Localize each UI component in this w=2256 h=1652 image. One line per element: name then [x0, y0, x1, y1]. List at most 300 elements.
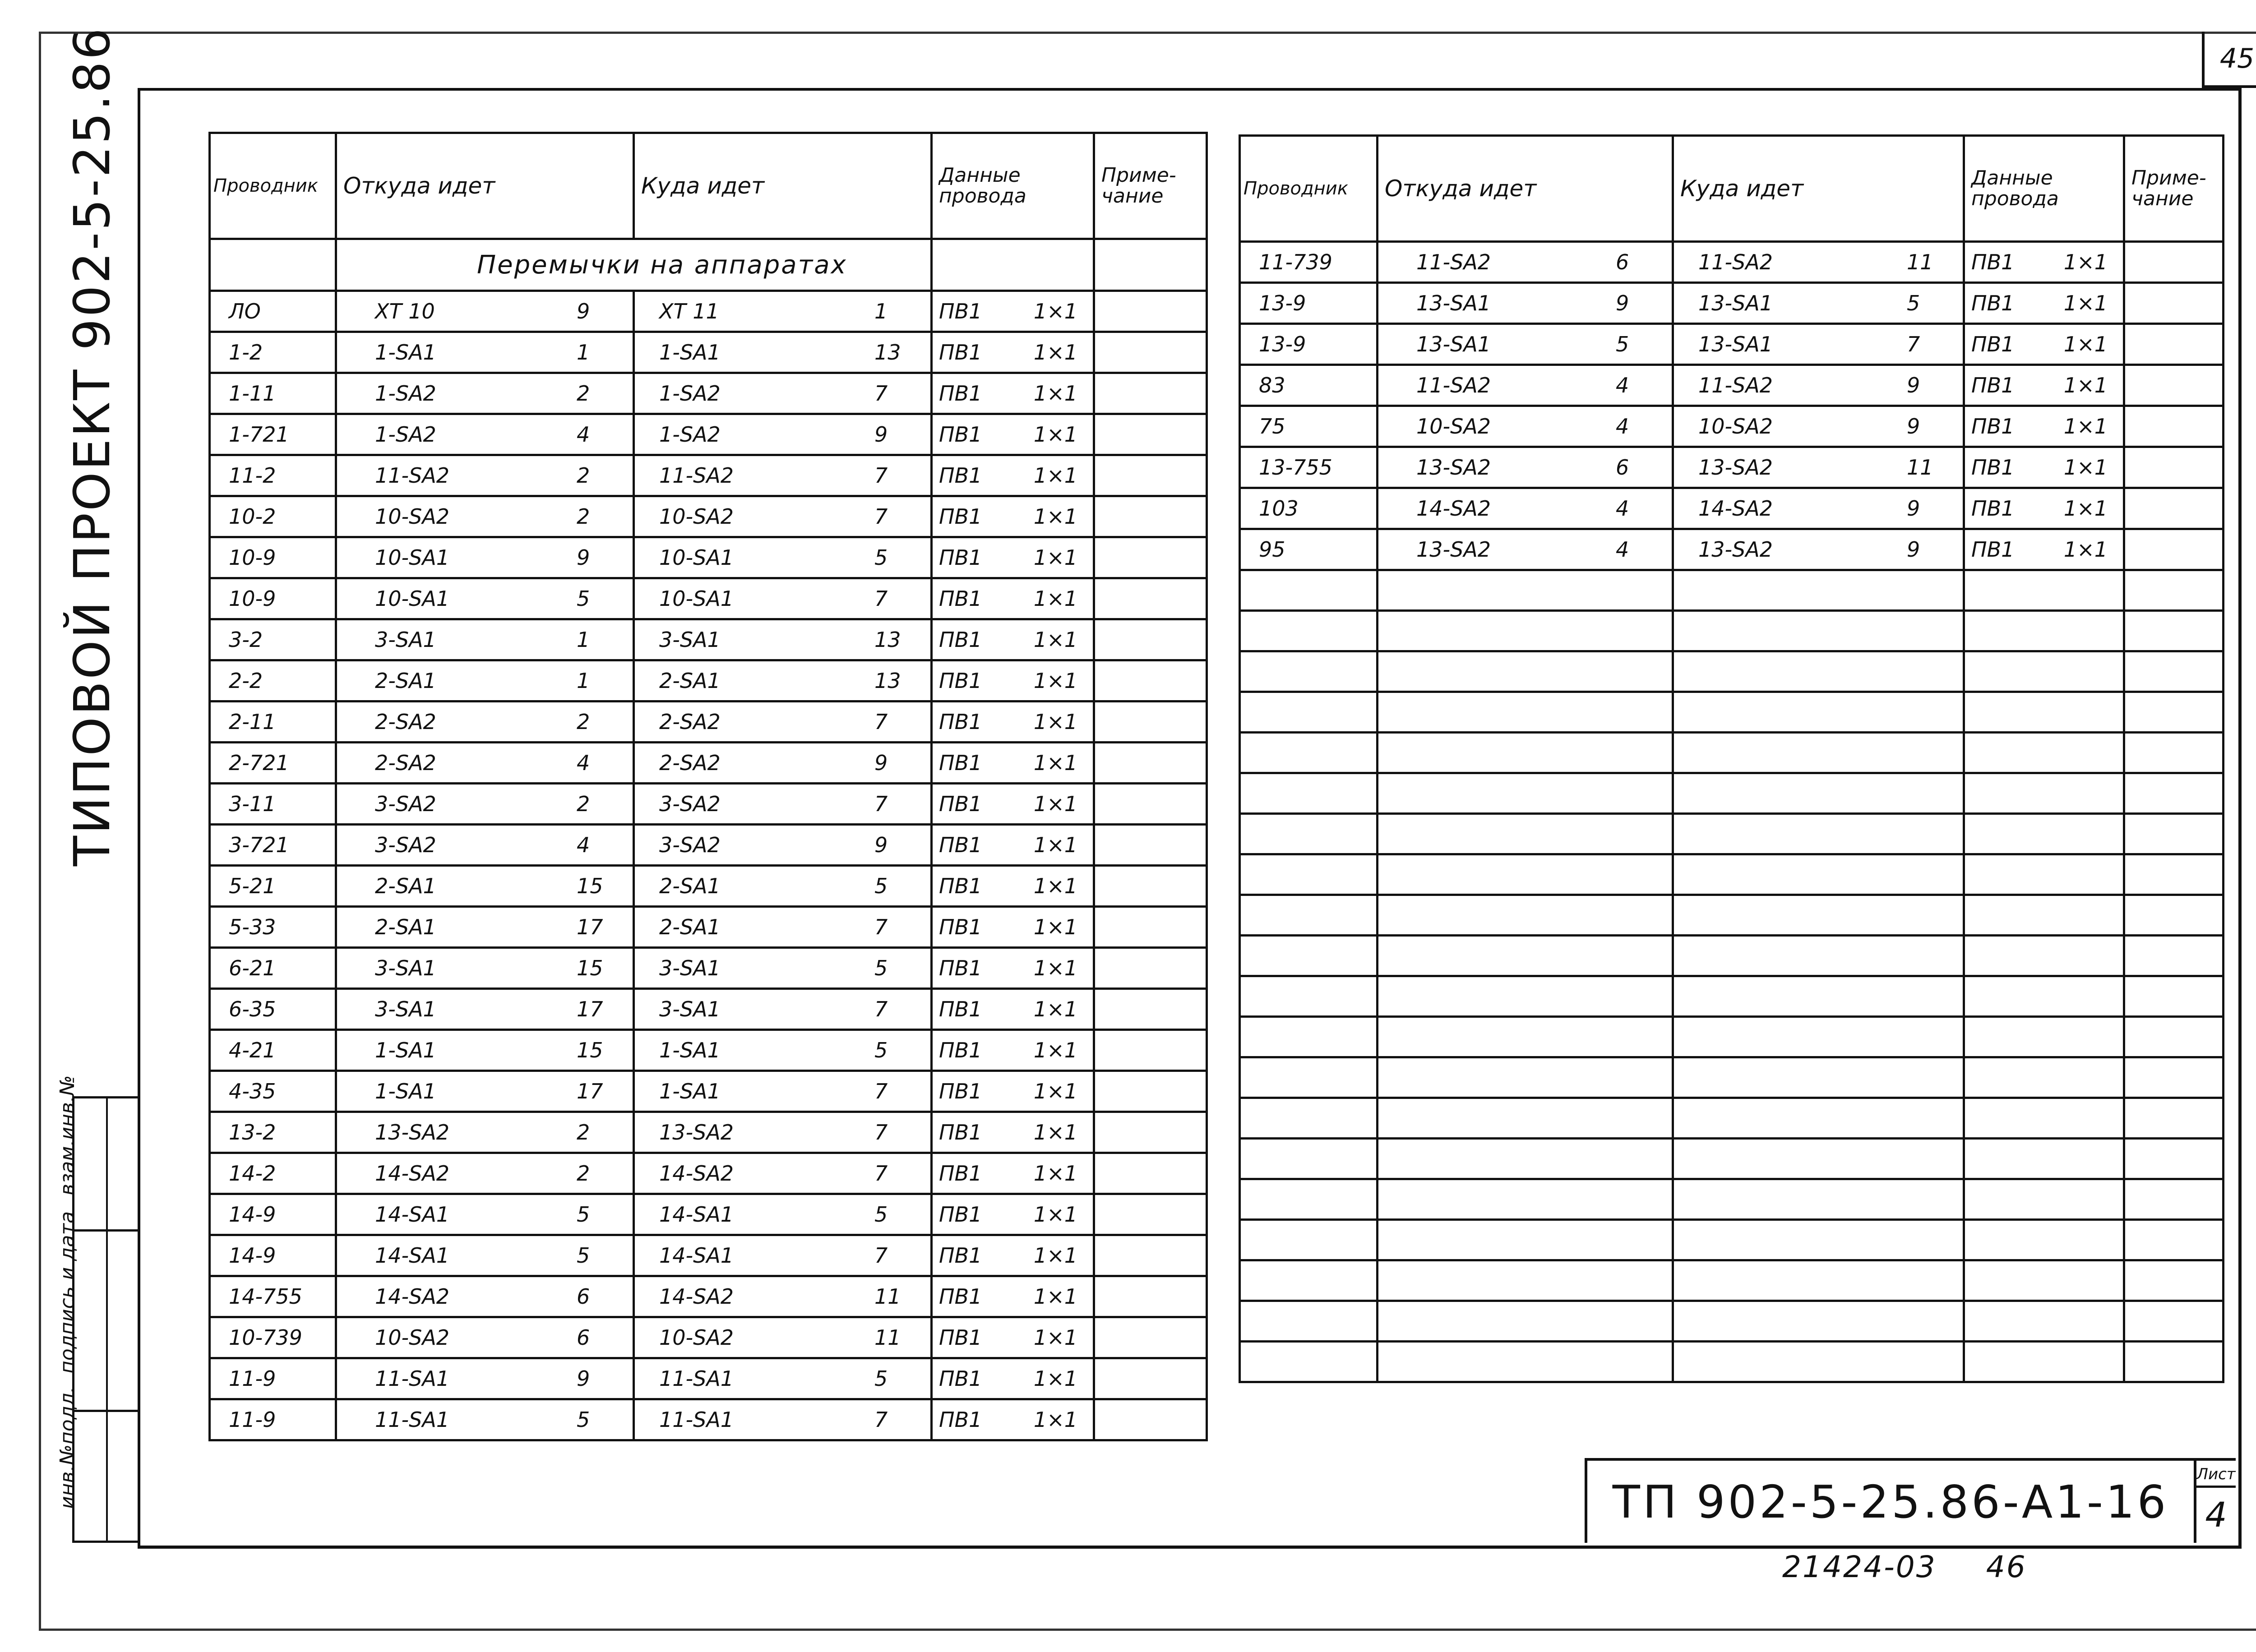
empty-cell [1964, 1301, 2124, 1342]
wire-size: 1×1 [1033, 340, 1077, 365]
from-terminal [1385, 291, 1665, 315]
wire-size: 1×1 [2063, 291, 2108, 315]
wire-spec [939, 1366, 1086, 1391]
empty-cell [1378, 936, 1673, 976]
empty-cell [1240, 1098, 1378, 1139]
empty-cell [1378, 976, 1673, 1017]
empty-cell [2124, 1017, 2224, 1057]
wire-size: 1×1 [1033, 751, 1077, 775]
to-pin: 9 [1907, 373, 1920, 397]
from-device: 13-SA2 [1416, 537, 1491, 562]
from-pin: 6 [1616, 250, 1629, 274]
wire-spec [939, 1079, 1086, 1103]
to-terminal [641, 504, 924, 529]
cell-note [1094, 496, 1207, 537]
table-row [210, 1153, 1207, 1194]
to-device: 13-SA1 [1698, 291, 1773, 315]
cell-wire-data [932, 1194, 1094, 1235]
table-row [210, 578, 1207, 619]
from-device: 14-SA2 [375, 1161, 450, 1186]
from-pin: 6 [577, 1325, 590, 1350]
empty-row [1240, 570, 2224, 611]
cell-wire-data [932, 701, 1094, 743]
empty-cell [1378, 611, 1673, 651]
title-block-designation: ТП 902-5-25.86-А1-16 [1585, 1458, 2194, 1543]
table-row [210, 701, 1207, 743]
wire-type: ПВ1 [939, 833, 982, 857]
cell-wire-data [1964, 406, 2124, 447]
cell-to [634, 743, 932, 784]
left-section-blank-2 [932, 239, 1094, 291]
from-terminal [343, 1407, 626, 1432]
cell-conductor: 11-9 [210, 1399, 336, 1440]
to-device: 2-SA1 [659, 915, 721, 939]
to-device: 3-SA1 [659, 628, 721, 652]
wire-spec [1971, 373, 2117, 397]
inventory-page: 46 [1986, 1550, 2027, 1584]
from-device: 11-SA2 [375, 463, 450, 488]
wire-spec [939, 874, 1086, 898]
wire-type: ПВ1 [939, 299, 982, 323]
from-terminal [1385, 414, 1665, 438]
from-terminal [343, 710, 626, 734]
from-terminal [343, 1079, 626, 1103]
from-terminal [343, 1284, 626, 1309]
wire-type: ПВ1 [1971, 537, 2015, 562]
cell-note [1094, 1153, 1207, 1194]
inventory-code: 21424-03 [1782, 1550, 1937, 1584]
wire-type: ПВ1 [939, 1284, 982, 1309]
empty-cell [1673, 854, 1964, 895]
to-pin: 7 [874, 1407, 888, 1432]
empty-cell [2124, 1260, 2224, 1301]
empty-cell [1378, 895, 1673, 936]
from-device: 10-SA2 [375, 1325, 450, 1350]
wire-type: ПВ1 [939, 381, 982, 406]
cell-to [634, 619, 932, 660]
empty-cell [1378, 733, 1673, 773]
right-wiring-table [1239, 134, 2224, 1383]
from-pin: 1 [577, 340, 590, 365]
left-table-body [210, 291, 1207, 1440]
right-header-wire-data: Данные провода [1964, 136, 2124, 242]
cell-wire-data [932, 1358, 1094, 1399]
from-pin: 5 [577, 1243, 590, 1268]
wire-spec [939, 545, 1086, 570]
from-pin: 2 [577, 504, 590, 529]
cell-to [1673, 283, 1964, 324]
wire-type: ПВ1 [939, 751, 982, 775]
from-pin: 4 [577, 751, 590, 775]
wire-spec [939, 1407, 1086, 1432]
empty-cell [1964, 895, 2124, 936]
empty-cell [1240, 976, 1378, 1017]
table-row [1240, 283, 2224, 324]
cell-to [1673, 365, 1964, 406]
empty-cell [1964, 936, 2124, 976]
left-header-from: Откуда идет [336, 133, 634, 239]
cell-note [1094, 291, 1207, 332]
empty-cell [1378, 651, 1673, 692]
cell-to [634, 1112, 932, 1153]
from-terminal [343, 299, 626, 323]
cell-conductor: 14-755 [210, 1276, 336, 1317]
cell-conductor: 3-2 [210, 619, 336, 660]
margin-stamp [56, 1075, 140, 1543]
empty-row [1240, 936, 2224, 976]
cell-from [1378, 488, 1673, 529]
from-device: 1-SA2 [375, 422, 436, 447]
cell-from [1378, 324, 1673, 365]
to-device: XT 11 [659, 299, 719, 323]
to-device: 3-SA2 [659, 833, 721, 857]
from-terminal [343, 997, 626, 1021]
to-terminal [1680, 291, 1956, 315]
empty-cell [1240, 611, 1378, 651]
to-device: 14-SA2 [1698, 496, 1773, 521]
wire-size: 1×1 [2063, 414, 2108, 438]
table-row [210, 1235, 1207, 1276]
left-section-blank-3 [1094, 239, 1207, 291]
from-device: 3-SA1 [375, 997, 436, 1021]
empty-cell [1378, 692, 1673, 733]
to-device: 2-SA2 [659, 710, 721, 734]
empty-cell [2124, 570, 2224, 611]
empty-cell [1964, 814, 2124, 854]
empty-cell [1964, 1139, 2124, 1179]
cell-from [336, 1071, 634, 1112]
cell-wire-data [932, 1112, 1094, 1153]
wire-size: 1×1 [1033, 1243, 1077, 1268]
wire-spec [939, 1161, 1086, 1186]
cell-conductor: 11-739 [1240, 242, 1378, 283]
table-row [210, 496, 1207, 537]
cell-wire-data [932, 989, 1094, 1030]
cell-wire-data [932, 332, 1094, 373]
cell-wire-data [932, 1317, 1094, 1358]
cell-conductor: 1-721 [210, 414, 336, 455]
cell-note [1094, 1317, 1207, 1358]
table-row [210, 1030, 1207, 1071]
cell-conductor: 2-11 [210, 701, 336, 743]
from-device: 3-SA2 [375, 792, 436, 816]
from-device: XT 10 [375, 299, 435, 323]
empty-cell [2124, 936, 2224, 976]
sheet-number: 4 [2205, 1495, 2227, 1535]
from-terminal [1385, 496, 1665, 521]
from-device: 13-SA2 [1416, 455, 1491, 480]
stamp-inventory-label: инв.№подл. [56, 1386, 79, 1509]
wire-spec [939, 1202, 1086, 1227]
wire-size: 1×1 [1033, 1325, 1077, 1350]
to-terminal [641, 669, 924, 693]
cell-conductor: 3-11 [210, 784, 336, 825]
to-terminal [641, 710, 924, 734]
cell-conductor: 13-9 [1240, 324, 1378, 365]
to-device: 14-SA2 [659, 1284, 734, 1309]
to-device: 11-SA1 [659, 1407, 734, 1432]
from-pin: 1 [577, 628, 590, 652]
from-device: 10-SA2 [1416, 414, 1491, 438]
cell-conductor: 83 [1240, 365, 1378, 406]
table-row [210, 291, 1207, 332]
wire-spec [939, 1284, 1086, 1309]
cell-note [1094, 784, 1207, 825]
from-terminal [1385, 250, 1665, 274]
to-terminal [641, 463, 924, 488]
cell-from [336, 907, 634, 948]
to-pin: 7 [874, 1079, 888, 1103]
cell-wire-data [932, 455, 1094, 496]
cell-from [336, 1194, 634, 1235]
from-pin: 17 [577, 915, 603, 939]
to-pin: 13 [874, 669, 901, 693]
from-device: 10-SA2 [375, 504, 450, 529]
wire-type: ПВ1 [939, 1325, 982, 1350]
empty-cell [2124, 611, 2224, 651]
wire-spec [1971, 291, 2117, 315]
empty-cell [1673, 895, 1964, 936]
empty-cell [1240, 1179, 1378, 1220]
cell-wire-data [932, 784, 1094, 825]
cell-conductor: 1-11 [210, 373, 336, 414]
empty-cell [1378, 1139, 1673, 1179]
table-row [210, 1194, 1207, 1235]
from-device: 14-SA2 [1416, 496, 1491, 521]
to-pin: 11 [1907, 250, 1933, 274]
to-device: 13-SA2 [1698, 537, 1773, 562]
empty-cell [1378, 1342, 1673, 1382]
cell-conductor: 6-35 [210, 989, 336, 1030]
wire-type: ПВ1 [939, 463, 982, 488]
cell-conductor: 5-21 [210, 866, 336, 907]
to-pin: 1 [874, 299, 888, 323]
to-terminal [641, 1284, 924, 1309]
wire-type: ПВ1 [939, 1120, 982, 1144]
cell-from [336, 825, 634, 866]
empty-cell [1240, 733, 1378, 773]
cell-note [2124, 324, 2224, 365]
cell-from [336, 743, 634, 784]
cell-to [634, 414, 932, 455]
stamp-cell-signature [56, 1211, 138, 1410]
from-pin: 17 [577, 997, 603, 1021]
stamp-cell-replaced [56, 1075, 138, 1232]
to-terminal [1680, 537, 1956, 562]
to-device: 13-SA2 [1698, 455, 1773, 480]
to-pin: 9 [1907, 537, 1920, 562]
from-pin: 2 [577, 792, 590, 816]
to-terminal [641, 1120, 924, 1144]
from-pin: 4 [1616, 537, 1629, 562]
from-terminal [343, 628, 626, 652]
cell-to [634, 866, 932, 907]
cell-from [1378, 242, 1673, 283]
empty-cell [2124, 692, 2224, 733]
to-terminal [641, 1079, 924, 1103]
empty-cell [1964, 976, 2124, 1017]
to-terminal [641, 874, 924, 898]
cell-to [634, 825, 932, 866]
wire-type: ПВ1 [1971, 250, 2015, 274]
empty-cell [1378, 854, 1673, 895]
wire-size: 1×1 [2063, 455, 2108, 480]
cell-conductor: 3-721 [210, 825, 336, 866]
to-terminal [1680, 414, 1956, 438]
empty-cell [1673, 773, 1964, 814]
cell-note [1094, 1276, 1207, 1317]
empty-cell [1964, 692, 2124, 733]
from-device: 2-SA2 [375, 710, 436, 734]
from-pin: 4 [577, 422, 590, 447]
to-pin: 9 [874, 751, 888, 775]
table-row [1240, 242, 2224, 283]
cell-wire-data [932, 1235, 1094, 1276]
wire-size: 1×1 [1033, 1284, 1077, 1309]
cell-wire-data [932, 1071, 1094, 1112]
wire-size: 1×1 [1033, 504, 1077, 529]
table-row [210, 1358, 1207, 1399]
cell-note [1094, 1235, 1207, 1276]
wire-type: ПВ1 [939, 545, 982, 570]
cell-wire-data [932, 1399, 1094, 1440]
wire-type: ПВ1 [939, 422, 982, 447]
cell-note [1094, 1071, 1207, 1112]
from-terminal [343, 545, 626, 570]
empty-cell [1964, 1057, 2124, 1098]
cell-note [1094, 743, 1207, 784]
cell-wire-data [932, 496, 1094, 537]
cell-from [1378, 365, 1673, 406]
cell-conductor: 1-2 [210, 332, 336, 373]
wire-type: ПВ1 [939, 997, 982, 1021]
title-block-sheet [2194, 1458, 2236, 1543]
to-terminal [641, 340, 924, 365]
cell-note [1094, 989, 1207, 1030]
cell-note [2124, 365, 2224, 406]
from-terminal [343, 956, 626, 980]
empty-cell [1673, 1260, 1964, 1301]
cell-conductor: 4-35 [210, 1071, 336, 1112]
cell-conductor: 10-9 [210, 578, 336, 619]
from-device: 14-SA1 [375, 1202, 450, 1227]
to-terminal [641, 586, 924, 611]
wire-size: 1×1 [1033, 997, 1077, 1021]
cell-from [336, 578, 634, 619]
cell-note [2124, 488, 2224, 529]
from-device: 10-SA1 [375, 545, 450, 570]
cell-conductor: 2-2 [210, 660, 336, 701]
from-pin: 15 [577, 1038, 603, 1062]
table-row [1240, 529, 2224, 570]
from-pin: 9 [577, 1366, 590, 1391]
wire-size: 1×1 [1033, 545, 1077, 570]
to-pin: 7 [874, 792, 888, 816]
cell-wire-data [932, 743, 1094, 784]
from-pin: 5 [577, 1202, 590, 1227]
empty-cell [1378, 773, 1673, 814]
cell-to [1673, 406, 1964, 447]
cell-conductor: 10-9 [210, 537, 336, 578]
empty-row [1240, 611, 2224, 651]
cell-to [634, 660, 932, 701]
cell-wire-data [932, 578, 1094, 619]
cell-wire-data [932, 1276, 1094, 1317]
table-row [210, 660, 1207, 701]
wire-type: ПВ1 [939, 504, 982, 529]
cell-from [336, 660, 634, 701]
table-row [210, 743, 1207, 784]
cell-wire-data [932, 866, 1094, 907]
to-terminal [1680, 332, 1956, 356]
wire-spec [939, 586, 1086, 611]
table-row [210, 948, 1207, 989]
cell-wire-data [1964, 488, 2124, 529]
to-terminal [641, 956, 924, 980]
from-pin: 2 [577, 463, 590, 488]
empty-cell [1240, 1260, 1378, 1301]
from-terminal [343, 504, 626, 529]
empty-row [1240, 1139, 2224, 1179]
from-terminal [343, 915, 626, 939]
cell-conductor: 5-33 [210, 907, 336, 948]
cell-from [336, 1276, 634, 1317]
cell-wire-data [1964, 529, 2124, 570]
wire-type: ПВ1 [939, 1202, 982, 1227]
cell-note [1094, 1112, 1207, 1153]
cell-from [336, 1317, 634, 1358]
to-pin: 7 [874, 915, 888, 939]
cell-from [336, 989, 634, 1030]
empty-cell [1378, 1057, 1673, 1098]
cell-from [336, 948, 634, 989]
empty-cell [1378, 814, 1673, 854]
inventory-stamp [1782, 1550, 2076, 1584]
wire-type: ПВ1 [939, 792, 982, 816]
left-wiring-table [208, 132, 1208, 1441]
from-pin: 6 [577, 1284, 590, 1309]
table-row [210, 1317, 1207, 1358]
cell-from [1378, 406, 1673, 447]
cell-to [634, 578, 932, 619]
to-device: 10-SA2 [659, 504, 734, 529]
cell-to [634, 989, 932, 1030]
wire-spec [939, 1120, 1086, 1144]
from-pin: 17 [577, 1079, 603, 1103]
to-terminal [641, 997, 924, 1021]
from-device: 3-SA1 [375, 956, 436, 980]
wire-size: 1×1 [2063, 373, 2108, 397]
to-device: 3-SA1 [659, 997, 721, 1021]
cell-wire-data [932, 1030, 1094, 1071]
cell-from [336, 537, 634, 578]
from-terminal [343, 1120, 626, 1144]
to-device: 1-SA1 [659, 340, 721, 365]
wire-type: ПВ1 [939, 710, 982, 734]
empty-cell [2124, 814, 2224, 854]
empty-row [1240, 1301, 2224, 1342]
from-pin: 9 [577, 299, 590, 323]
to-device: 10-SA1 [659, 545, 734, 570]
cell-to [634, 1235, 932, 1276]
wire-spec [939, 792, 1086, 816]
left-header-to: Куда идет [634, 133, 932, 239]
empty-cell [1964, 1017, 2124, 1057]
cell-note [1094, 866, 1207, 907]
wire-type: ПВ1 [1971, 332, 2015, 356]
cell-conductor: 4-21 [210, 1030, 336, 1071]
empty-cell [2124, 651, 2224, 692]
